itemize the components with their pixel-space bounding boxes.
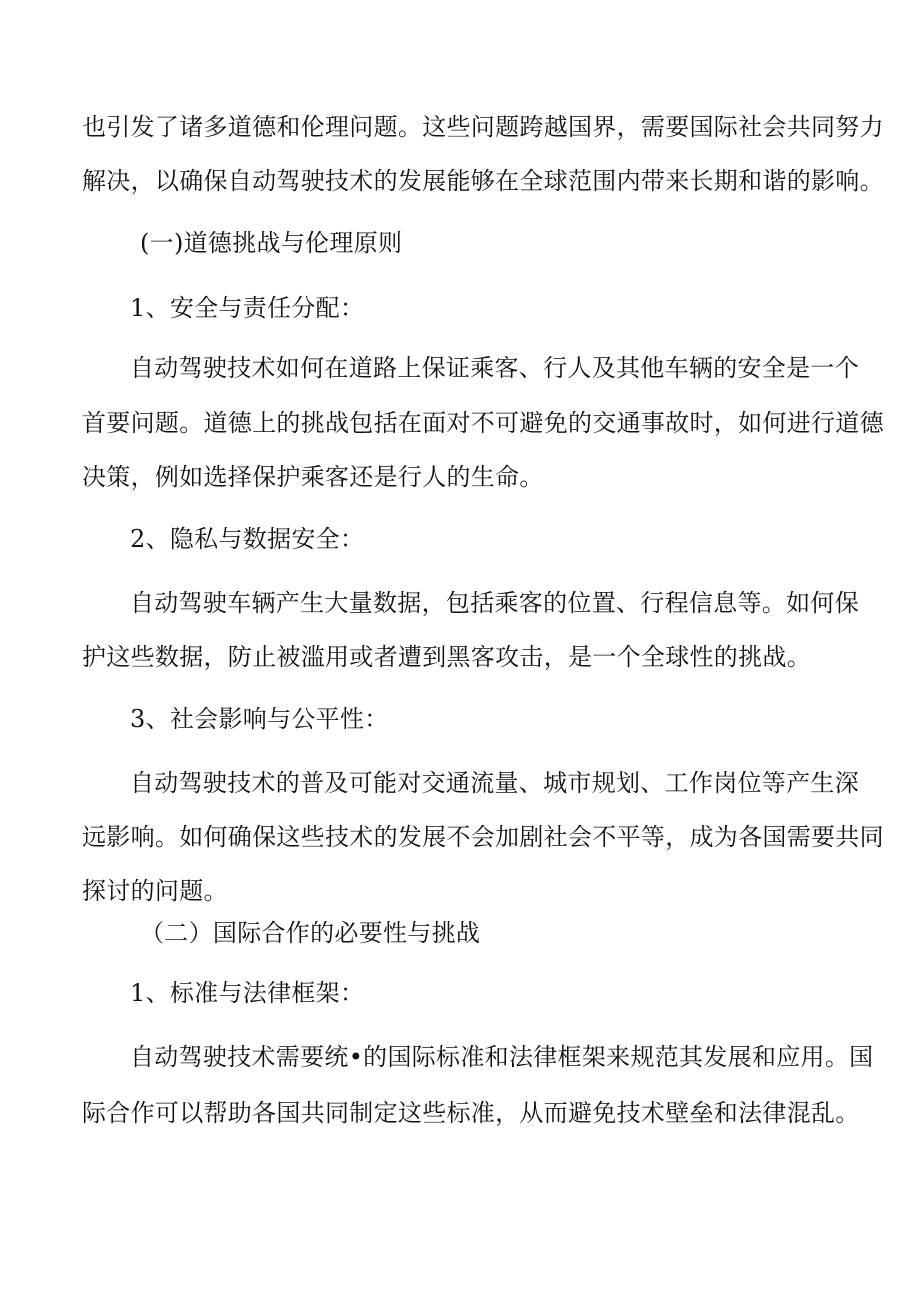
paragraph-line: 护这些数据，防止被滥用或者遭到黑客攻击，是一个全球性的挑战。 [82,643,811,671]
paragraph-line: 自动驾驶车辆产生大量数据，包括乘客的位置、行程信息等。如何保 [130,589,859,617]
paragraph-line: 决策，例如选择保护乘客还是行人的生命。 [82,463,544,491]
intro-line: 也引发了诸多道德和伦理问题。这些问题跨越国界，需要国际社会共同努力 [82,113,884,141]
section-heading: （二）国际合作的必要性与挑战 [140,919,481,947]
item-title: 1、安全与责任分配： [130,294,365,322]
section-heading: (一)道德挑战与伦理原则 [140,229,403,257]
paragraph-line: 探讨的问题。 [82,877,228,905]
paragraph-line: 首要问题。道德上的挑战包括在面对不可避免的交通事故时，如何进行道德 [82,409,884,437]
intro-line: 解决，以确保自动驾驶技术的发展能够在全球范围内带来长期和谐的影响。 [82,167,884,195]
item-title: 2、隐私与数据安全： [130,525,365,553]
paragraph-line: 自动驾驶技术需要统•的国际标准和法律框架来规范其发展和应用。国 [130,1043,874,1071]
paragraph-line: 自动驾驶技术如何在道路上保证乘客、行人及其他车辆的安全是一个 [130,354,859,382]
paragraph-line: 际合作可以帮助各国共同制定这些标准，从而避免技术壁垒和法律混乱。 [82,1099,860,1127]
item-title: 3、社会影响与公平性： [130,705,389,733]
paragraph-line: 远影响。如何确保这些技术的发展不会加剧社会不平等，成为各国需要共同 [82,823,884,851]
paragraph-line: 自动驾驶技术的普及可能对交通流量、城市规划、工作岗位等产生深 [130,769,859,797]
item-title: 1、标准与法律框架： [130,979,365,1007]
